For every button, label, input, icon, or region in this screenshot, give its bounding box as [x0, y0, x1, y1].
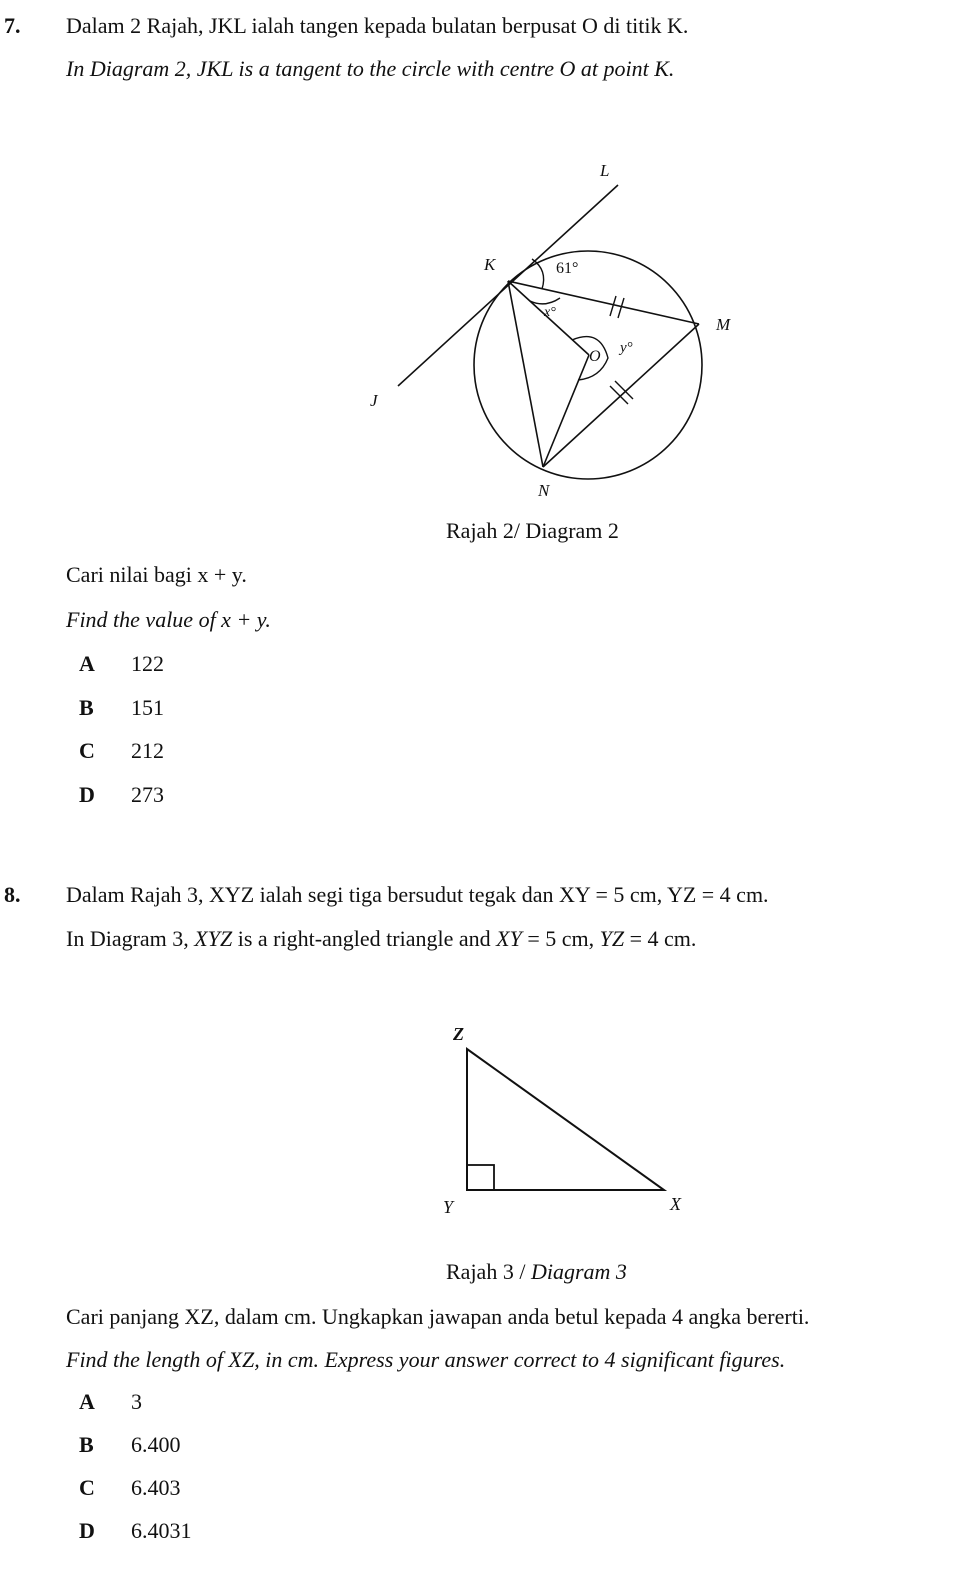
q8-option-a-value: 3: [131, 1389, 142, 1414]
q8-option-c-letter: C: [79, 1475, 95, 1500]
label-point-z: Z: [453, 1024, 464, 1044]
label-point-k: K: [484, 255, 496, 274]
q8-option-b-letter: B: [79, 1432, 94, 1457]
q7-option-c-value: 212: [131, 738, 164, 763]
q8-option-d-value: 6.4031: [131, 1518, 192, 1543]
label-point-x: X: [670, 1194, 681, 1214]
q8-option-c-value: 6.403: [131, 1475, 181, 1500]
right-angle-marker: [467, 1165, 494, 1190]
q7-prompt-malay: Cari nilai bagi x + y.: [66, 562, 247, 587]
q7-prompt-english: Find the value of x + y.: [66, 607, 271, 632]
q8-english-xy: XY: [496, 926, 522, 951]
q7-option-b-value: 151: [131, 695, 164, 720]
label-point-y: Y: [443, 1197, 454, 1217]
q8-malay-text: Dalam Rajah 3, XYZ ialah segi tiga bersudut tegak dan XY = 5 cm, YZ = 4 cm.: [66, 882, 769, 907]
q8-option-a-letter: A: [79, 1389, 95, 1414]
q8-caption-pre: Rajah 3 /: [446, 1259, 526, 1284]
q7-option-d-letter: D: [79, 782, 95, 807]
q7-english-text: In Diagram 2, JKL is a tangent to the circle with centre O at point K.: [66, 56, 675, 81]
label-angle-x: x°: [544, 305, 556, 320]
q8-prompt-malay: Cari panjang XZ, dalam cm. Ungkapkan jawapan anda betul kepada 4 angka bererti.: [66, 1304, 810, 1329]
q7-malay-text: Dalam 2 Rajah, JKL ialah tangen kepada bulatan berpusat O di titik K.: [66, 13, 689, 38]
q8-english-mid: is a right-angled triangle and: [237, 926, 491, 951]
label-point-l: L: [600, 161, 610, 180]
q7-option-a-letter: A: [79, 651, 95, 676]
label-angle-y: y°: [620, 340, 633, 356]
q8-caption-italic: Diagram 3: [530, 1259, 627, 1284]
label-point-m: M: [716, 315, 731, 334]
label-point-o: O: [589, 348, 601, 365]
q8-option-d-letter: D: [79, 1518, 95, 1543]
label-point-j: J: [370, 391, 378, 410]
q7-option-d-value: 273: [131, 782, 164, 807]
q8-prompt-english: Find the length of XZ, in cm. Express your answer correct to 4 significant figures.: [66, 1347, 786, 1372]
q7-option-a-value: 122: [131, 651, 164, 676]
q8-english-yz-value: = 4 cm.: [629, 926, 697, 951]
q7-option-c-letter: C: [79, 738, 95, 763]
triangle-xyz: [467, 1049, 664, 1190]
label-angle-61: 61°: [556, 260, 579, 277]
q8-option-b-value: 6.400: [131, 1432, 181, 1457]
q7-option-b-letter: B: [79, 695, 94, 720]
q8-english-yz: YZ: [599, 926, 625, 951]
q7-caption: Rajah 2/ Diagram 2: [446, 518, 619, 543]
q8-caption: [446, 1261, 627, 1283]
label-point-n: N: [538, 481, 550, 500]
q8-english-triangle: XYZ: [194, 926, 233, 951]
q8-english-pre: In Diagram 3,: [66, 926, 189, 951]
q8-english-xy-value: = 5 cm,: [527, 926, 595, 951]
q8-number: 8.: [4, 882, 21, 907]
q7-number: 7.: [4, 13, 21, 38]
